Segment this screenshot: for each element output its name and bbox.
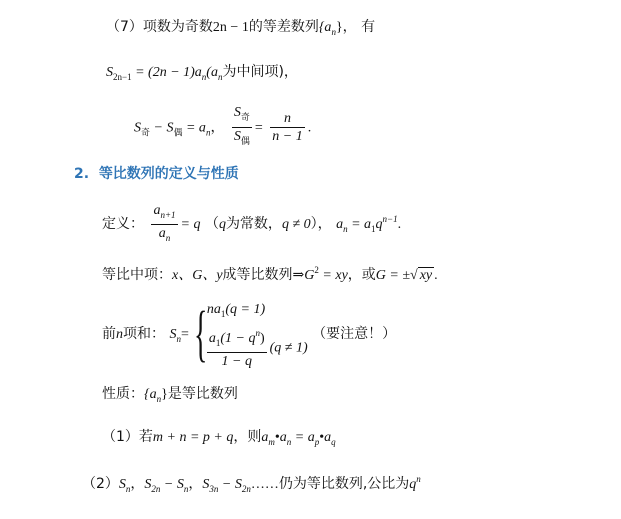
prop1-a4: a xyxy=(324,430,332,445)
gm-g: G xyxy=(304,268,315,283)
item7-label: （7）项数为奇数 xyxy=(106,19,213,35)
def-num: a xyxy=(153,202,161,218)
prop1-dot2: • xyxy=(319,430,325,445)
case2-num: a xyxy=(208,331,216,346)
item7-seq-sub: n xyxy=(331,27,336,37)
sum-s: S xyxy=(169,327,177,342)
prop2-t3m-sub: 2n xyxy=(241,484,251,494)
prop1-a1: a xyxy=(261,430,269,445)
sum-label-pre: 前 xyxy=(102,326,116,342)
def-num-sub: n+1 xyxy=(160,209,176,220)
sum-case-1 xyxy=(207,298,308,325)
def-formula-sup: n−1 xyxy=(382,214,398,224)
sum-cases xyxy=(207,298,308,370)
case2-num-sub: 1 xyxy=(215,338,221,348)
def-formula-rhs: = a xyxy=(347,217,372,232)
odd-frac-den: S xyxy=(233,129,241,144)
item7-line xyxy=(106,18,375,41)
odd-frac-num: S xyxy=(233,105,241,120)
prop1-a2: a xyxy=(279,430,287,445)
case2-num-close: ) xyxy=(259,331,265,346)
s2n1-rhs: = (2n − 1)a xyxy=(131,65,202,80)
prop2-label: （2） xyxy=(82,476,119,492)
def-den: a xyxy=(158,225,166,241)
odd-s2-sub: 偶 xyxy=(173,128,183,139)
def-note: 为常数， xyxy=(225,216,282,232)
left-brace: { xyxy=(193,300,208,368)
section-heading xyxy=(74,165,239,183)
def-cond: q ≠ 0 xyxy=(281,217,311,232)
prop2-t2: S xyxy=(144,477,152,492)
sum-label-post: 项和： xyxy=(123,326,165,342)
case2-num-tail: (1 − q xyxy=(220,331,256,346)
item7-expr: 2n − 1 xyxy=(212,20,249,35)
prop1-line xyxy=(102,428,336,451)
prop2-t1-sub: n xyxy=(125,484,131,494)
prop2-line xyxy=(82,470,421,498)
odd-frac2-num: n xyxy=(270,110,304,128)
def-formula-q: q xyxy=(375,217,383,232)
def-note-open: （ xyxy=(204,216,219,232)
prop1-label: （1）若 xyxy=(102,429,153,445)
s2n1-note: 为中间项)， xyxy=(222,64,298,80)
item7-seq-close: } xyxy=(335,20,343,35)
odd-frac-den-sub: 偶 xyxy=(240,137,250,147)
case1-cond: (q = 1) xyxy=(225,302,266,317)
sum-n-line xyxy=(102,298,396,368)
s2n1-line xyxy=(106,63,298,86)
case2-den: 1 − q xyxy=(221,354,252,369)
odd-s1-sub: 奇 xyxy=(141,128,151,139)
case1-sub: 1 xyxy=(220,309,226,319)
prop1-eq: = a xyxy=(291,430,315,445)
prop2-t1: S xyxy=(118,477,126,492)
prop2-t2-sub: 2n xyxy=(151,484,161,494)
gm-sqrt: xy xyxy=(419,268,433,283)
prop1-a2-sub: n xyxy=(286,437,292,447)
n-over-n-minus-1 xyxy=(270,110,304,145)
prop2-q: q xyxy=(409,477,417,492)
def-q: q xyxy=(218,217,226,232)
def-den-sub: n xyxy=(165,232,171,243)
gm-g2: G = ± xyxy=(375,268,411,283)
property-seq-close: } xyxy=(161,387,168,402)
property-seq: {a xyxy=(144,387,157,402)
prop2-t2m-sub: n xyxy=(183,484,189,494)
geometric-mean-line xyxy=(102,261,438,285)
gm-or: ，或 xyxy=(347,267,376,283)
case1: na xyxy=(206,302,221,317)
sum-s-sub: n xyxy=(176,334,181,344)
sum-n: n xyxy=(116,327,123,342)
section-title: 等比数列的定义与性质 xyxy=(98,166,239,182)
prop2-c2: ， xyxy=(188,476,203,492)
def-eq: = q xyxy=(180,217,201,232)
odd-eq-sub: n xyxy=(205,127,211,138)
def-period: . xyxy=(397,217,402,232)
property-label: 性质： xyxy=(102,386,144,402)
odd-period: . xyxy=(307,120,312,136)
definition-label: 定义： xyxy=(102,216,144,232)
prop2-dots: …… xyxy=(250,477,279,492)
def-formula-rhs-sub: 1 xyxy=(371,224,376,234)
case2-fraction xyxy=(207,325,267,370)
prop2-t3: S xyxy=(202,477,210,492)
prop1-a4-sub: q xyxy=(331,437,336,447)
prop1-a1-sub: m xyxy=(268,437,275,447)
property-text: 是等比数列 xyxy=(167,386,238,402)
case2-num-sup: n xyxy=(255,328,260,338)
def-formula-sub: n xyxy=(343,224,348,234)
s2n1-paren-open: (a xyxy=(206,65,218,80)
prop2-t3-sub: 3n xyxy=(209,484,219,494)
odd-even-fraction xyxy=(232,104,252,151)
prop1-a3-sub: p xyxy=(314,437,320,447)
property-seq-sub: n xyxy=(156,394,162,404)
odd-s1: S xyxy=(134,120,141,136)
odd-frac-num-sub: 奇 xyxy=(240,113,250,123)
prop2-t3m: − S xyxy=(218,477,242,492)
s2n1-lhs: S xyxy=(106,65,113,80)
item7-tail: ， 有 xyxy=(342,19,376,35)
prop2-text: 仍为等比数列,公比为 xyxy=(278,476,410,492)
gm-eq: = xy xyxy=(318,268,348,283)
def-formula: a xyxy=(336,217,344,232)
prop1-then: ，则 xyxy=(233,429,262,445)
sum-case-2 xyxy=(207,325,308,370)
sqrt-sign: √ xyxy=(410,268,418,283)
odd-eq2: = xyxy=(254,120,263,136)
gm-label: 等比中项： xyxy=(102,267,172,283)
section-number: 2. xyxy=(74,166,90,182)
s2n1-lhs-sub: 2n−1 xyxy=(113,72,132,82)
s2n1-paren-sub: n xyxy=(217,72,223,82)
odd-frac2-den: n − 1 xyxy=(272,129,303,144)
gm-vars: x、G、y xyxy=(172,268,223,283)
sum-note: （要注意！） xyxy=(312,326,397,342)
prop2-q-sup: n xyxy=(416,474,421,484)
odd-even-line xyxy=(134,104,312,147)
gm-period: . xyxy=(434,268,438,283)
prop1-dot1: • xyxy=(274,430,280,445)
prop1-cond: m + n = p + q xyxy=(152,430,234,445)
gm-g-sup: 2 xyxy=(314,265,319,275)
gm-arrow: ⇒ xyxy=(292,268,305,283)
prop2-t2m: − S xyxy=(160,477,184,492)
odd-comma: ， xyxy=(210,119,225,136)
case2-cond: (q ≠ 1) xyxy=(269,340,308,356)
prop2-c1: ， xyxy=(130,476,145,492)
s2n1-rhs-sub: n xyxy=(201,72,207,82)
odd-minus: − S xyxy=(150,120,174,136)
odd-eq: = a xyxy=(182,120,206,136)
item7-seq: {a xyxy=(318,20,332,35)
gm-text: 成等比数列 xyxy=(222,267,293,283)
property-line xyxy=(102,385,238,408)
ratio-fraction xyxy=(151,202,177,247)
item7-mid: 的等差数列 xyxy=(248,19,319,35)
def-note-close: ）， xyxy=(310,216,332,232)
sum-eq: = xyxy=(180,327,189,342)
definition-line xyxy=(102,199,402,243)
